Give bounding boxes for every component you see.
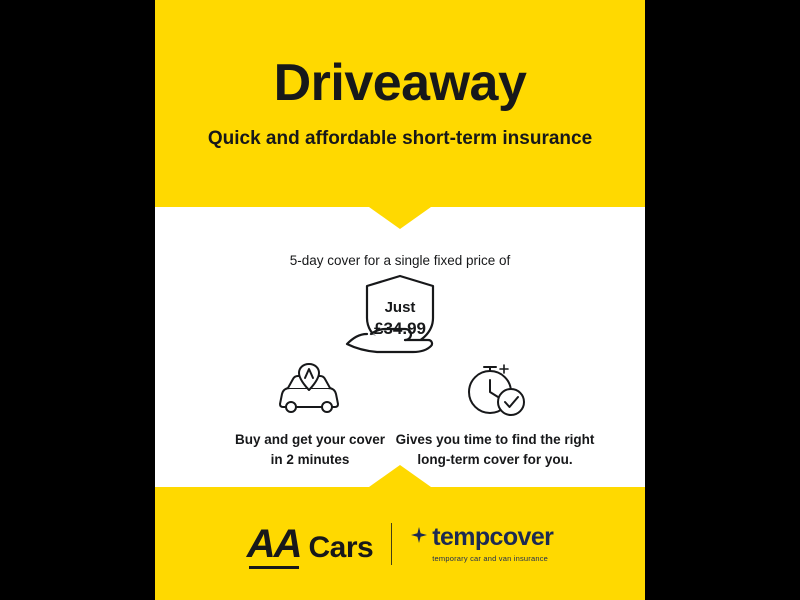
badge-label: Just — [384, 299, 416, 316]
feature-caption — [390, 430, 600, 469]
clock-with-check-icon — [390, 360, 600, 420]
feature-caption-line1: Gives you time to find the right — [395, 432, 595, 447]
tempcover-logo — [410, 522, 554, 563]
aa-cars-logo — [246, 521, 374, 566]
footer-notch — [369, 465, 431, 487]
feature-caption-line2: long-term cover for you. — [417, 451, 573, 467]
offer-intro-text: 5-day cover for a single fixed price of — [289, 253, 511, 268]
feature-item — [390, 360, 600, 469]
page-subtitle: Quick and affordable short-term insurance — [207, 128, 593, 149]
tempcover-name: tempcover — [432, 522, 554, 551]
tempcover-tagline: temporary car and van insurance — [432, 553, 549, 563]
feature-caption-line2: in 2 minutes — [270, 451, 350, 467]
spark-icon — [410, 527, 428, 545]
logo-divider — [391, 523, 392, 565]
feature-caption-line1: Buy and get your cover — [234, 432, 386, 447]
header-notch — [369, 207, 431, 229]
poster-canvas — [155, 0, 645, 600]
aa-logo-word: Cars — [308, 530, 374, 564]
car-with-location-pin-icon — [205, 360, 415, 420]
badge-price: £34.99 — [374, 319, 426, 339]
shield-in-hand-icon — [335, 272, 465, 372]
feature-item — [205, 360, 415, 469]
footer-logos — [155, 487, 645, 600]
page-title: Driveaway — [273, 54, 527, 112]
feature-caption — [205, 430, 415, 469]
aa-logo-mark: AA — [246, 521, 301, 566]
